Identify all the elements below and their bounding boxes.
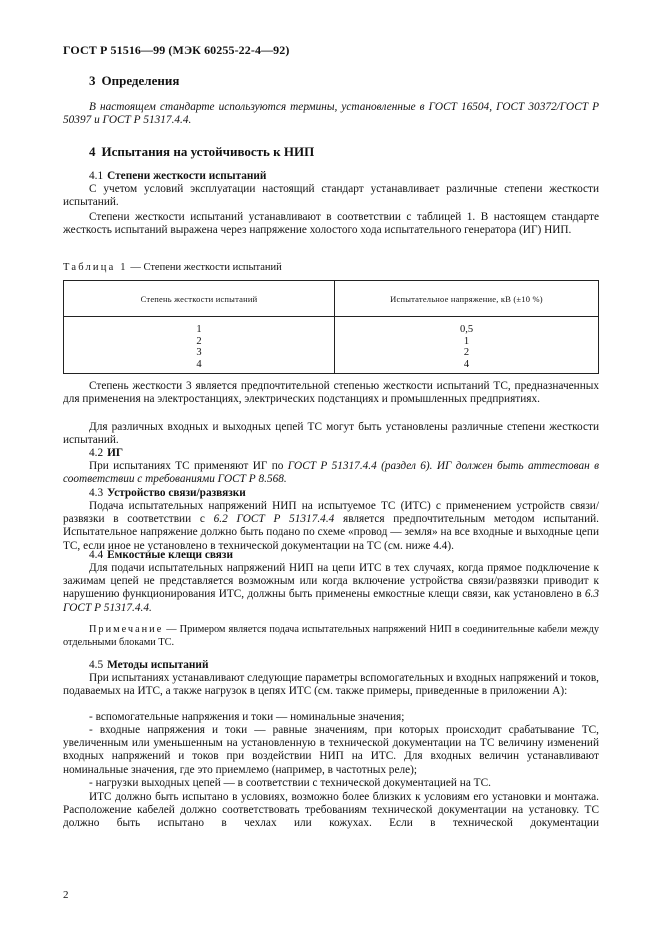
table-1-voltage: 2 [463,347,470,359]
page-number: 2 [63,889,69,901]
table-1-level: 4 [196,358,202,370]
section-4-title: Испытания на устойчивость к НИП [101,144,315,159]
table-1-header-row [64,281,599,317]
note-paragraph [63,624,599,649]
subsection-4-1-paragraph-2: Степени жесткости испытаний устанавливают в соответствии с таблицей 1. В настоящем стандарте жесткость испытаний выражена через напряжение холостого хода испытательного генератора (ИГ) НИП. [63,211,599,237]
table-1-voltage: 4 [463,358,470,370]
table-1-header-voltage: Испытательное напряжение, кВ (±10 %) [335,281,599,317]
table-1-level: 1 [196,324,202,335]
subsection-4-2-text-b: ГОСТ Р 51317.4.4 (раздел 6). ИГ должен быть аттестован в соответствии с требованиями ГОСТ Р 8.568. [63,460,599,486]
table-1 [63,280,599,374]
subsection-4-5-number: 4.5 [89,659,104,671]
section-3-text: В настоящем стандарте используются термины, установленные в ГОСТ 16504, ГОСТ 30372/ГОСТ Р 50397 и ГОСТ Р 51317.4.4. [63,101,599,127]
subsection-4-5-paragraph-2: ИТС должно быть испытано в условиях, возможно более близких к условиям его установки и монтажа. Расположение кабелей должно соответствовать требованиям технической документации на установку. ТС должно быть испытано в чехлах или кожухах. Если в технической документации [63,791,599,830]
table-1-voltage: 1 [463,335,470,347]
subsection-4-2-title: ИГ [107,447,124,459]
table-1-caption-text: — Степени жесткости испытаний [127,262,282,273]
subsection-4-3-paragraph [63,500,599,553]
subsection-4-1-title: Степени жесткости испытаний [107,170,267,182]
subsection-4-4-text-b: 6.3 ГОСТ Р 51317.4.4. [63,588,599,614]
subsection-4-2-paragraph [63,460,599,486]
subsection-4-3-text-c: является предпочтительным методом испытаний. Испытательное напряжение должно быть подано по схеме «провод — земля» на все входные и выходные цепи ТС, если иное не установлено в технической документации на ТС (см. ниже 4.4). [63,513,599,552]
after-table-paragraph-1: Степень жесткости 3 является предпочтительной степенью жесткости испытаний ТС, предназначенных для применения на электростанциях, электрических подстанциях и промышленных предприятиях. [63,380,599,406]
subsection-4-3-text-b: 6.2 ГОСТ Р 51317.4.4 [213,513,335,526]
subsection-4-2-text-a: При испытаниях ТС применяют ИГ по [89,460,288,472]
subsection-4-1-heading [89,170,266,183]
page-header: ГОСТ Р 51516—99 (МЭК 60255-22-4—92) [63,43,290,57]
note-text: — Примером является подача испытательных напряжений НИП в соединительные кабели между отдельными блоками ТС. [63,624,599,648]
note-label: Примечание [89,624,164,635]
subsection-4-3-title: Устройство связи/развязки [107,487,246,499]
subsection-4-3-heading [89,487,246,500]
list-item: - вспомогательные напряжения и токи — номинальные значения; [89,711,405,723]
subsection-4-4-text-a: Для подачи испытательных напряжений НИП на цепи ИТС в тех случаях, когда прямое подключение к зажимам цепей не представляется возможным или когда включение устройства связи/развязки приводит к нарушению функционирования ИТС, должны быть применены емкостные клещи связи, как установлено в [63,562,599,601]
subsection-4-3-text-a: Подача испытательных напряжений НИП на испытуемое ТС (ИТС) с применением устройств связи/развязки в соответствии с [63,500,599,526]
table-1-level: 3 [196,347,202,359]
subsection-4-4-title: Емкостные клещи связи [107,549,233,561]
section-3-heading [89,73,185,89]
subsection-4-4-number: 4.4 [89,549,104,561]
list-item: - нагрузки выходных цепей — в соответствии с технической документацией на ТС. [89,777,491,789]
table-1-voltages-cell [335,317,599,374]
table-1-body-row [64,317,599,374]
subsection-4-3-number: 4.3 [89,487,104,499]
subsection-4-5-title: Методы испытаний [107,659,209,671]
subsection-4-5-paragraph-1: При испытаниях устанавливают следующие параметры вспомогательных и входных напряжений и токов, подаваемых на ИТС, а также нагрузок в цепях ИТС (см. также примеры, приведенные в приложении А): [63,672,599,698]
table-1-caption-label: Таблица 1 [63,262,128,273]
subsection-4-1-number: 4.1 [89,170,104,182]
subsection-4-5-heading [89,659,208,672]
subsection-4-2-heading [89,447,123,460]
list-item: - входные напряжения и токи — равные значениям, при которых происходит срабатывание ТС, увеличенным или уменьшенным на установленную в технической документации на ТС величину изменений входных напряжений и токов при воздействии НИП на ИТС. Для входных величин устанавливают номинальные значения, где это приемлемо (например, в частотных реле); [63,724,599,776]
section-3-number: 3 [89,73,96,88]
after-table-paragraph-2: Для различных входных и выходных цепей ТС могут быть установлены различные степени жесткости испытаний. [63,421,599,447]
section-4-heading [89,144,320,160]
subsection-4-4-heading [89,549,233,562]
table-1-caption [63,262,282,273]
table-1-level: 2 [196,335,202,347]
subsection-4-1-paragraph-1: С учетом условий эксплуатации настоящий стандарт устанавливает различные степени жесткости испытаний. [63,183,599,209]
table-1-levels-cell [64,317,335,374]
subsection-4-4-paragraph [63,562,599,615]
subsection-4-2-number: 4.2 [89,447,104,459]
table-1-header-level: Степень жесткости испытаний [64,281,335,317]
section-4-number: 4 [89,144,96,159]
table-1-voltage: 0,5 [459,324,474,335]
section-3-title: Определения [101,73,180,88]
